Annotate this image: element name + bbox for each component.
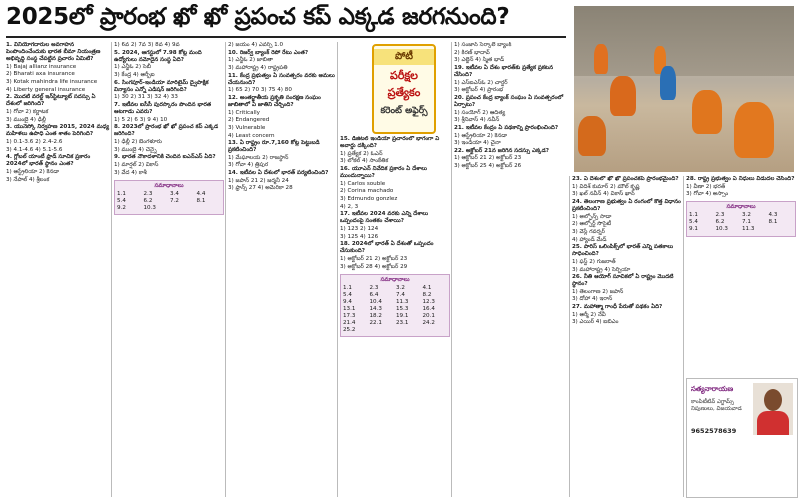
question-line: 19. ఇటీవల ఏ దేశం భారత్‌కు ప్రత్యేక ప్రకటన చేసింది? (454, 64, 553, 78)
answer-item: 8.1 (768, 219, 778, 226)
answer-item: 7.2 (170, 197, 179, 204)
question-line: 1) ప్రత్యేక 2) ఓఎన్ (340, 150, 383, 157)
answer-item: 17.3 (343, 312, 356, 319)
question-line: 1) 123 2) 124 (340, 225, 379, 232)
question-line: 1) తెలంగాణ 2) జపాన్ (572, 288, 624, 295)
question-line: 3) ముంబై 4) ఢిల్లీ (6, 116, 46, 123)
question-line: 3) మహారాష్ట్ర 4) రాష్ట్రపతి (228, 64, 288, 71)
question-line: 13. ఏ రాష్ట్రం రూ.7,160 కోట్ల పెట్టుబడి ప్రకటించింది? (228, 140, 320, 154)
question-column-6 (572, 176, 682, 496)
question-line: 1) 30 2) 31 3) 32 4) 33 (114, 94, 178, 101)
question-line: 2) Endangered (228, 117, 270, 124)
answer-item: 10.4 (369, 298, 382, 305)
question-line: 12. అంతర్జాతీయ ప్రకృతి సంరక్షణ సంఘం జాబితాలో ఏ జాతిని చేర్చింది? (228, 94, 321, 108)
answer-item: 3.4 (170, 190, 179, 197)
question-column-4 (340, 136, 450, 497)
question-line: 3) గోవా 4) త్రిపుర (228, 162, 269, 169)
answer-item: 6.2 (143, 197, 153, 204)
question-line: 1) 65 2) 70 3) 75 4) 80 (228, 87, 292, 94)
question-line: 1) ఢిల్లీ 2) బెంగళూరు (114, 138, 162, 145)
answer-item: 2.3 (143, 190, 153, 197)
question-line: 3) గోవా 4) అస్సాం (686, 191, 729, 198)
answer-item: 4.3 (768, 212, 778, 219)
question-line: 1) విదిశ్ కుమార్ 2) మౌల్ కృష్ణ (572, 183, 640, 190)
answer-item: 9.2 (117, 204, 126, 211)
answer-item: 14.3 (369, 305, 382, 312)
question-line: 1) ఆర్మీ 2) నేవీ (572, 311, 606, 318)
answer-item (423, 327, 448, 334)
answer-item: 8.2 (422, 291, 432, 298)
question-line: 1) 6వ 2) 7వ 3) 8వ 4) 9వ (114, 42, 180, 48)
question-line: 5. 2024, ఆగస్టులో 7.98 కోట్ల మంది ఉద్యోగులు నమోదైన సంస్థ ఏది? (114, 49, 202, 63)
question-line: 1) జపాన్ 21 2) జర్మనీ 24 (228, 177, 289, 184)
question-line: 2) కిరణ్ భాదావ్ (454, 49, 490, 56)
player-figure (692, 90, 722, 134)
answer-item: 3.2 (742, 212, 751, 219)
question-line: 3) ఖల్ నవీన్ 4) వికాస్ ఖాన్ (572, 191, 635, 198)
question-line: 1) అక్టోబర్ 21 2) అక్టోబర్ 23 (340, 255, 408, 262)
question-line: 1) అల్ఫోన్స్ సాడా (572, 213, 612, 220)
question-line: 3) వేద 4) కాశీ (114, 169, 147, 176)
question-line: 22. అక్టోబర్ 21న జరిగిన సదస్సు ఎక్కడ? (454, 147, 550, 154)
answer-item (197, 205, 222, 212)
question-line: 1) ఎస్‌ఐఎస్ఓ 2) చార్టర్ (454, 79, 508, 86)
question-line: 21. ఇటీవల కేంద్రం ఏ పథకాన్ని ప్రారంభించింది? (454, 124, 559, 131)
question-line: 4) 2, 3 (340, 203, 359, 210)
column-divider (337, 42, 338, 497)
player-figure (610, 76, 636, 116)
answer-item: 9.4 (343, 298, 352, 305)
author-role: కాంపిటీటివ్ ఎగ్జామ్స్ నిపుణులు, విజయవాడ (691, 399, 742, 412)
question-line: 9. భారత నౌకాదళానికి చెందిన ఐఎన్ఎస్ ఏది? (114, 154, 216, 161)
column-divider (451, 42, 452, 497)
author-phone: 9652578639 (691, 427, 737, 435)
answer-item: 5.4 (117, 197, 126, 204)
player-figure (594, 44, 608, 74)
question-line: 3) ఇండియా 4) చైనా (454, 140, 501, 147)
player-figure (660, 66, 676, 100)
question-line: 3) కేంద్ర 4) ఆర్బీఐ (114, 71, 155, 78)
question-line: 3) 4.1-4.6 4) 5.1-5.6 (6, 146, 63, 153)
question-column-7 (686, 176, 796, 366)
question-column-3 (228, 42, 336, 497)
answer-item: 19.1 (396, 312, 409, 319)
question-line: 1) సంయోగ్ 2) ఆదిత్య (454, 109, 506, 116)
player-figure (734, 102, 774, 158)
answer-item: 5.4 (343, 291, 352, 298)
question-line: 3) శ్రీనివాస్ 4) నవీన్ (454, 117, 500, 124)
answers-title: సమాధానాలు (154, 182, 184, 189)
question-line: 2) జయం 4) ఎవర్స్ 1.0 (228, 42, 284, 48)
player-figure (578, 116, 606, 156)
question-line: 28. రాష్ట్ర ప్రభుత్వం ఏ నిధులు విడుదల చేసింది? (686, 176, 795, 182)
answer-item: 4.4 (196, 190, 206, 197)
answer-item: 11.3 (742, 226, 755, 233)
answer-item: 10.3 (143, 204, 156, 211)
author-card (686, 378, 798, 498)
question-line: 3. యునెస్కో నిర్వహణ 2015, 2024 మధ్య మహిళలు ఉపాధి ఎంత శాతం పెరిగింది? (6, 124, 110, 138)
current-affairs-badge (372, 44, 436, 134)
question-line: 26. నీతి ఆయోగ్ సూచికలో ఏ రాష్ట్రం మొదటి స్థానం? (572, 274, 674, 288)
answers-title: సమాధానాలు (380, 276, 410, 283)
answer-item: 25.2 (343, 326, 356, 333)
question-line: 1) ఎన్జీఓ 2) జాబితా (228, 57, 274, 64)
badge-line-4: కరెంట్ అఫైర్స్ (380, 106, 428, 116)
answer-item: 24.2 (422, 319, 435, 326)
question-line: 1) ఆస్ట్రేలియా 2) కెనడా (6, 168, 60, 175)
question-line: 3) Edmundo gonzlez (340, 195, 398, 202)
kho-kho-photo (574, 6, 794, 172)
question-line: 3) అక్టోబర్ 28 4) అక్టోబర్ 29 (340, 263, 408, 270)
question-line: 11. కేంద్ర ప్రభుత్వం ఏ సంవత్సరం వరకు అమలు చేయనుంది? (228, 72, 335, 86)
question-line: 3) 125 4) 126 (340, 233, 379, 240)
question-line: 7. ఇటీవల ఐసీసీ పురస్కారం పొందిన భారత ఆటగాడు ఎవరు? (114, 101, 212, 115)
question-line: 1) సంజాన్ సెర్కాలే బ్యాంక్ (454, 42, 512, 48)
question-line: 15. డిజిటల్ ఇండియా ప్రచారంలో భాగంగా ఏ అవార్డు దక్కింది? (340, 136, 440, 150)
question-line: 4) Liberty general insurance (6, 86, 86, 93)
answer-item (769, 226, 794, 233)
question-line: 1) ఆస్ట్రేలియా 2) కెనడా (454, 132, 508, 139)
question-line: 3) నేపాల్ 4) శ్రీలంక (6, 176, 50, 183)
question-line: 2. మొదటి వరల్డ్ ఇన్‌స్టిట్యూట్ సదస్సు ఏ దేశంలో జరిగింది? (6, 94, 96, 108)
answer-item: 23.1 (396, 319, 409, 326)
question-line: 17. ఇటీవల 2024 వరకు ఎన్ని దేశాలు ఒప్పందంపై సంతకం చేశాయి? (340, 211, 429, 225)
question-line: 1) గోవా 2) కర్ణాటక (6, 108, 49, 115)
question-line: 1) వీణా 2) భరత్ (686, 183, 726, 190)
author-photo-body (757, 411, 789, 435)
question-line: 3) లోకల్ 4) సాంకేతిక (340, 158, 389, 165)
answer-item: 8.1 (196, 197, 206, 204)
question-line: 24. తెలంగాణ ప్రభుత్వం ఏ రంగంలో కొత్త విధానం ప్రకటించింది? (572, 198, 681, 212)
answer-item: 1.1 (117, 190, 126, 197)
answer-item: 1.1 (689, 212, 698, 219)
question-line: 1) 0.1-3.6 2) 2.4-2.6 (6, 138, 63, 145)
question-column-1 (6, 42, 110, 497)
question-line: 10. రిజర్వ్ బ్యాంక్ రెపో రేటు ఎంత? (228, 49, 309, 56)
question-line: 8. 2023లో ప్రారంభ ఖో ఖో ప్రపంచ కప్ ఎక్కడ జరిగింది? (114, 124, 219, 138)
column-divider (111, 42, 112, 497)
question-line: 1) ఫస్ట్ 2) గుజరాత్ (572, 258, 616, 265)
answer-item: 21.4 (343, 319, 356, 326)
answer-item: 3.2 (396, 284, 405, 291)
badge-line-2: పరీక్షల (390, 69, 418, 82)
question-line: 16. యూఎన్ నివేదిక ప్రకారం ఏ దేశాలు ముందున్నాయి? (340, 165, 427, 180)
question-line: 3) Kotak mahindra life insurance (6, 79, 98, 86)
question-line: 6. సింగపూర్-ఇండియా మారిటైమ్ ద్వైపాక్షిక విన్యాసం ఎన్నో ఎడిషన్ జరిగింది? (114, 79, 209, 93)
question-line: 3) ముంబై 4) చెన్నై (114, 146, 157, 153)
question-line: 1) మార్షల్ 2) వికాస్ (114, 161, 159, 168)
question-line: 2) ఆల్సోర్ట్ సొసైటీ (572, 221, 612, 228)
question-line: 3) మహారాష్ట్ర 4) సెర్బియా (572, 266, 631, 273)
answer-item: 6.4 (369, 291, 379, 298)
answer-item (370, 327, 395, 334)
answer-item: 22.1 (369, 319, 382, 326)
answers-box (686, 201, 796, 236)
column-divider (569, 176, 570, 497)
question-line: 2) Bharati axa insurance (6, 71, 75, 78)
badge-line-1: పోటీ (374, 49, 434, 65)
answer-item (396, 327, 421, 334)
question-column-5 (454, 42, 566, 497)
question-line: 4) హ్యాండ్ మేడ్ (572, 236, 607, 243)
answer-item: 7.1 (742, 219, 751, 226)
headline-rule (6, 36, 566, 38)
question-line: 1) 5 2) 6 3) 9 4) 10 (114, 116, 168, 123)
badge-line-3: ప్రత్యేకం (387, 86, 421, 99)
question-line: 1) Critically (228, 109, 260, 116)
question-line: 1) ఆక్టోబర్ 21 2) అక్టోబర్ 23 (454, 155, 522, 162)
answer-item: 20.1 (422, 312, 435, 319)
answer-item: 2.3 (369, 284, 379, 291)
answer-item: 16.4 (422, 305, 435, 312)
question-line: 1) Carlos souble (340, 180, 386, 187)
question-line: 25. పారిస్ ఒలింపిక్స్‌లో భారత్ ఎన్ని పతకాలు సాధించింది? (572, 244, 674, 258)
author-name: సత్యనారాయణ (691, 385, 734, 393)
answer-item: 7.4 (396, 291, 405, 298)
question-line: 1) మేఘాలయ 2) రాజస్థాన్ (228, 154, 289, 161)
question-line: 3) ఫ్రాన్స్ 27 4) అమెరికా 28 (228, 185, 293, 192)
question-line: 2) Corina machado (340, 188, 394, 195)
answer-item: 18.2 (369, 312, 382, 319)
answer-item: 15.3 (396, 305, 409, 312)
answer-item: 13.1 (343, 305, 356, 312)
answer-item: 5.4 (689, 219, 698, 226)
answer-item: 4.1 (422, 284, 432, 291)
answer-item: 2.3 (715, 212, 725, 219)
answer-item: 9.1 (689, 226, 698, 233)
question-line: 3) అక్టోబర్ 4) ప్రారంభ (454, 87, 504, 94)
question-line: 4. గ్లోబల్ యాంటీ ఫ్రాడ్ సూచిక ప్రకారం 2024లో భారత్ స్థానం ఎంత? (6, 154, 91, 168)
question-line: 3) ఎల్జెన్ 4) స్మిత భాడ్ (454, 57, 505, 64)
question-line: 3) ఎయిర్ 4) ఐబిఎం (572, 319, 619, 326)
question-column-2 (114, 42, 224, 497)
answer-item: 6.2 (715, 219, 725, 226)
question-line: 1) ఎన్జీఓ 2) సెబీ (114, 64, 152, 71)
page-headline: 2025లో ప్రారంభ ఖో ఖో ప్రపంచ కప్ ఎక్కడ జరగనుంది? (6, 4, 510, 30)
answer-item (170, 205, 195, 212)
question-line: 20. ప్రపంచ కేంద్ర బ్యాంక్ సంఘం ఏ సంవత్సరంలో ఏర్పాటు? (454, 94, 564, 108)
question-line: 1. వినియోగదారుల అవగాహన పెంపొందించేందుకు భారత బీమా నియంత్రణ అభివృద్ధి సంస్థ చేపట్టిన ప్రచారం ఏమిటి? (6, 42, 101, 63)
answer-item: 11.3 (396, 298, 409, 305)
question-line: 4) Least concern (228, 132, 275, 139)
answers-box (340, 274, 450, 337)
author-photo (753, 383, 793, 435)
author-photo-head (764, 389, 782, 411)
answers-box (114, 180, 224, 215)
answer-item: 10.3 (715, 226, 728, 233)
question-line: 27. మహాత్మా గాంధీ పేరుతో పథకం ఏది? (572, 304, 663, 311)
answer-item: 12.3 (422, 298, 435, 305)
column-divider (225, 42, 226, 497)
question-line: 18. 2024లో భారత్ ఏ దేశంతో ఒప్పందం చేసుకుంది? (340, 241, 434, 255)
answers-title: సమాధానాలు (726, 204, 756, 211)
question-line: 3) దోహా 4) ఇరాన్ (572, 296, 613, 303)
answer-item: 1.1 (343, 284, 352, 291)
question-line: 1) Bajaj allianz insurance (6, 63, 77, 70)
question-line: 3) అక్టోబర్ 25 4) అక్టోబర్ 26 (454, 163, 522, 170)
column-divider (683, 176, 684, 497)
question-line: 3) వెస్లే గవర్నర్ (572, 228, 605, 235)
question-line: 23. ఏ దేశంలో ఖో ఖో ప్రపంచకప్ ప్రారంభమైంది? (572, 176, 679, 182)
question-line: 3) Vulnerable (228, 124, 266, 131)
question-line: 14. ఇటీవల ఏ దేశంలో భారత్ పర్యటించింది? (228, 170, 329, 177)
